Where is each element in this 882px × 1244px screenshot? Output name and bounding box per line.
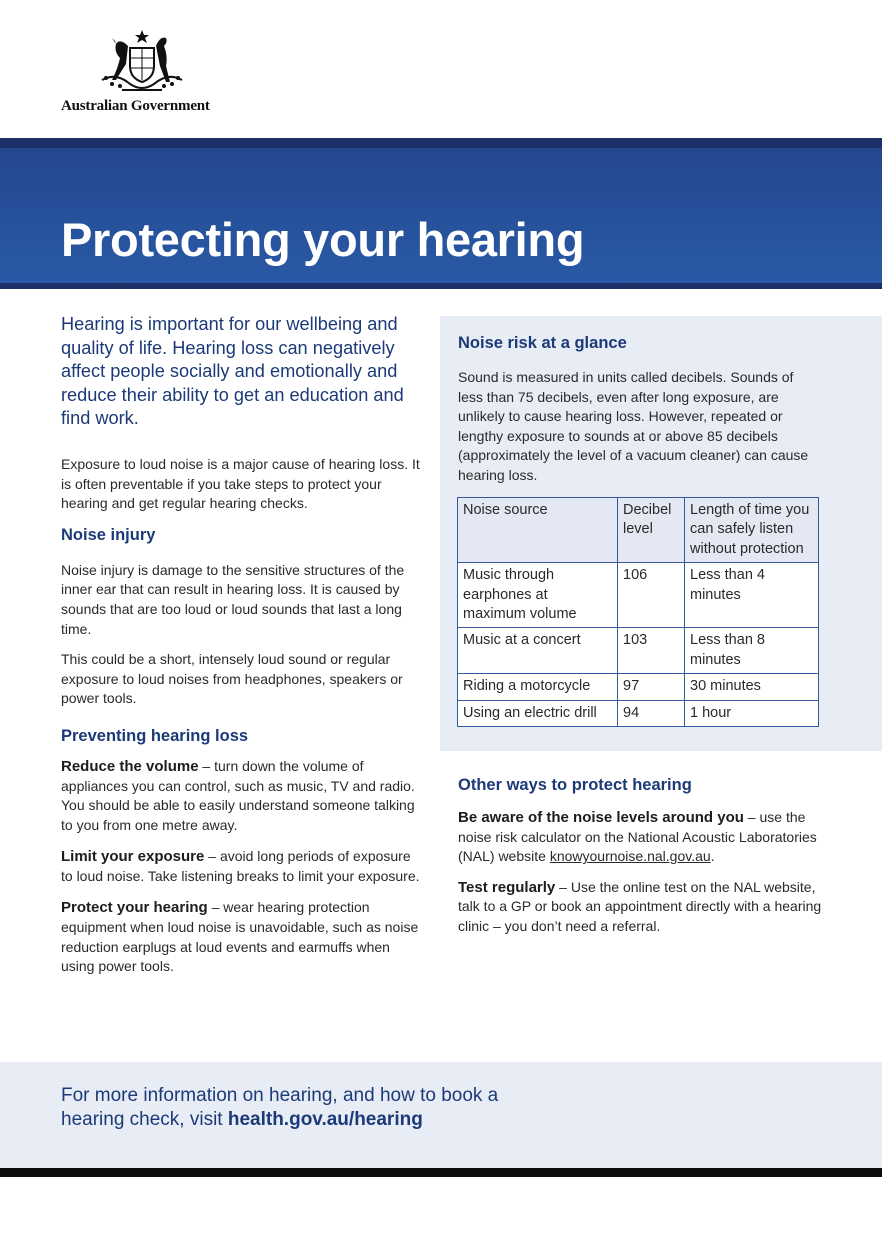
health-gov-link[interactable]: health.gov.au/hearing xyxy=(227,1109,423,1130)
table-cell: 103 xyxy=(618,628,685,674)
noise-injury-heading: Noise injury xyxy=(61,525,156,544)
table-cell: Music at a concert xyxy=(458,628,618,674)
tip-end: . xyxy=(710,848,715,865)
tip-lead: Limit your exposure xyxy=(61,848,205,866)
noise-risk-panel xyxy=(440,316,882,751)
table-row xyxy=(458,700,819,726)
table-row xyxy=(458,674,819,700)
tip-text: – Use the online test on the NAL website, talk to a GP or book an appointment directly with a hearing clinic – you don’t need a referral. xyxy=(458,878,822,934)
tip-reduce-volume xyxy=(61,757,423,835)
tip-be-aware xyxy=(458,808,823,867)
bottom-bar xyxy=(0,1168,882,1177)
knowyournoise-link[interactable]: knowyournoise.nal.gov.au xyxy=(549,848,711,865)
tip-text: – avoid long periods of exposure to loud noise. Take listening breaks to limit your exposure. xyxy=(61,848,420,884)
table-cell: Less than 4 minutes xyxy=(685,563,819,628)
table-cell: 94 xyxy=(618,700,685,726)
footer-lead: For more information on hearing, and how to book a hearing check, visit xyxy=(61,1085,499,1130)
tip-lead: Reduce the volume xyxy=(61,757,199,775)
table-cell: 106 xyxy=(618,563,685,628)
other-ways-section xyxy=(458,776,823,948)
noise-injury-paragraph-1: Noise injury is damage to the sensitive structures of the inner ear that can result in hearing loss. It is caused by sounds that are too loud or loud sounds that last a long time. xyxy=(61,561,405,637)
noise-risk-table xyxy=(457,497,819,727)
table-header-cell: Length of time you can safely listen without protection xyxy=(685,498,819,563)
tip-protect-hearing xyxy=(61,898,423,976)
tip-text: – turn down the volume of appliances you can control, such as music, TV and radio. You should be able to easily understand someone talking to you from one metre away. xyxy=(61,757,415,833)
tip-lead: Test regularly xyxy=(458,878,556,896)
table-header-row xyxy=(458,498,819,563)
tip-limit-exposure xyxy=(61,847,423,886)
preventing-heading: Preventing hearing loss xyxy=(61,726,249,745)
table-cell: Using an electric drill xyxy=(458,700,618,726)
other-ways-heading: Other ways to protect hearing xyxy=(458,776,692,794)
table-cell: 30 minutes xyxy=(685,674,819,700)
noise-injury-paragraph-2: This could be a short, intensely loud sound or regular exposure to loud noises from headphones, speakers or power tools. xyxy=(61,651,403,707)
tip-text: – use the noise risk calculator on the National Acoustic Laboratories (NAL) website xyxy=(458,809,817,865)
table-cell: Music through earphones at maximum volume xyxy=(458,563,618,628)
tip-lead: Protect your hearing xyxy=(61,899,208,917)
tip-lead: Be aware of the noise levels around you xyxy=(458,809,744,826)
exposure-paragraph: Exposure to loud noise is a major cause of hearing loss. It is often preventable if you take steps to protect your hearing and get regular hearing checks. xyxy=(61,455,420,512)
table-header-cell: Noise source xyxy=(458,498,618,563)
tip-test-regularly xyxy=(458,878,823,937)
footer-panel xyxy=(0,1062,882,1168)
government-name: Australian Government xyxy=(61,98,210,114)
table-cell: 97 xyxy=(618,674,685,700)
noise-risk-heading: Noise risk at a glance xyxy=(458,334,627,352)
table-header-cell: Decibel level xyxy=(618,498,685,563)
table-row xyxy=(458,628,819,674)
table-cell: 1 hour xyxy=(685,700,819,726)
intro-paragraph: Hearing is important for our wellbeing and quality of life. Hearing loss can negatively affect people socially and emotionally and reduce their ability to get an education and find work. xyxy=(61,314,404,429)
coat-of-arms-icon xyxy=(96,28,188,96)
page-header xyxy=(0,0,882,138)
noise-risk-paragraph: Sound is measured in units called decibels. Sounds of less than 75 decibels, even after long exposure, are unlikely to cause hearing loss. However, repeated or lengthy exposure to sounds at or above 85 decibels (approximately the level of a vacuum cleaner) can cause hearing loss. xyxy=(458,369,809,483)
page-title: Protecting your hearing xyxy=(61,213,585,266)
left-column xyxy=(61,313,423,989)
footer-text xyxy=(61,1084,561,1132)
table-cell: Less than 8 minutes xyxy=(685,628,819,674)
table-row xyxy=(458,563,819,628)
table-cell: Riding a motorcycle xyxy=(458,674,618,700)
tip-text: – wear hearing protection equipment when loud noise is unavoidable, such as noise reduction earplugs at loud events and earmuffs when using power tools. xyxy=(61,899,419,975)
title-banner xyxy=(0,138,882,289)
